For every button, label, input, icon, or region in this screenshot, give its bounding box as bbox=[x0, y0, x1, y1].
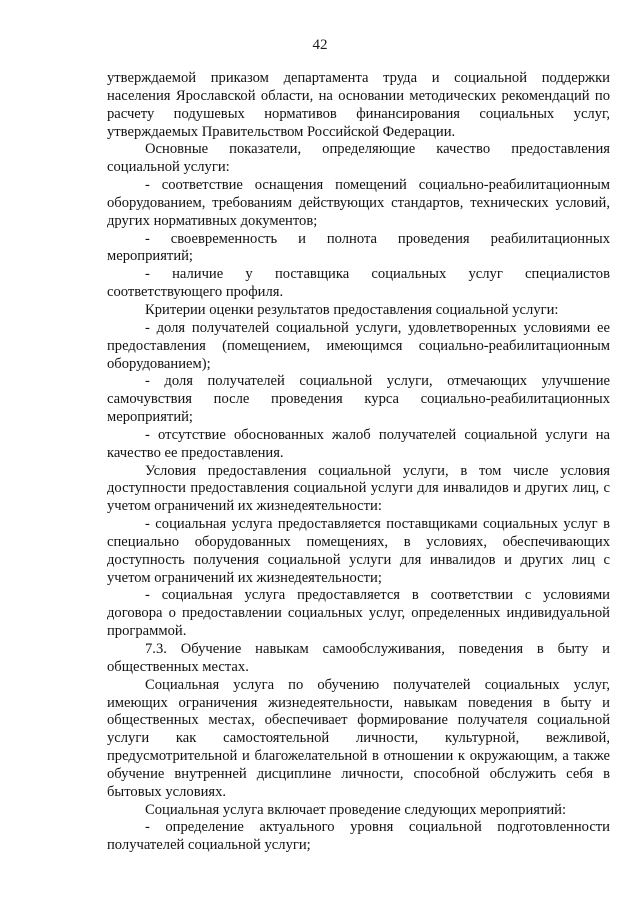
section-heading: 7.3. Обучение навыкам самообслуживания, поведения в быту и общественных местах. bbox=[107, 641, 610, 675]
page-number: 42 bbox=[312, 37, 328, 53]
list-item: - определение актуального уровня социальной подготовленности получателей социальной услуги; bbox=[107, 819, 610, 854]
list-item: - социальная услуга предоставляется поставщиками социальных услуг в специально оборудованных помещениях, в условиях, обеспечивающих доступность получения социальной услуги для инвалидов и других лиц с учетом ограничений их жизнедеятельности; bbox=[107, 516, 610, 586]
list-item: - своевременность и полнота проведения реабилитационных мероприятий; bbox=[107, 230, 610, 265]
list-item: - соответствие оснащения помещений социально-реабилитационным оборудованием, требованиям действующих стандартов, технических условий, других нормативных документов; bbox=[107, 177, 610, 229]
list-item: - доля получателей социальной услуги, отмечающих улучшение самочувствия после проведения курса социально-реабилитационных мероприятий; bbox=[107, 373, 610, 426]
paragraph: Критерии оценки результатов предоставления социальной услуги: bbox=[145, 301, 559, 318]
list-item: - отсутствие обоснованных жалоб получателей социальной услуги на качество ее предоставления. bbox=[107, 426, 610, 461]
paragraph: Основные показатели, определяющие качество предоставления социальной услуги: bbox=[107, 141, 610, 176]
paragraph: утверждаемой приказом департамента труда и социальной поддержки населения Ярославской области, на основании методических рекомендаций по расчету подушевых нормативов финансирования социальных услуг, утверждаемых Правительством Российской Федерации. bbox=[107, 70, 610, 140]
list-item: - наличие у поставщика социальных услуг специалистов соответствующего профиля. bbox=[107, 266, 610, 301]
paragraph: Социальная услуга по обучению получателей социальных услуг, имеющих ограничения жизнедеятельности, навыкам поведения в быту и общественных местах, обеспечивает формирование получателя социальной услуги как самостоятельной личности, культурной, вежливой, предусмотрительной и благожелательной в отношении к окружающим, а также обучение внутренней дисциплине личности, способной обслужить себя в бытовых условиях. bbox=[107, 676, 610, 800]
paragraph: Социальная услуга включает проведение следующих мероприятий: bbox=[145, 801, 567, 818]
list-item: - социальная услуга предоставляется в соответствии с условиями договора о предоставлении социальных услуг, определенных индивидуальной программой. bbox=[107, 587, 610, 640]
document-body bbox=[107, 70, 610, 855]
list-item: - доля получателей социальной услуги, удовлетворенных условиями ее предоставления (помещением, имеющимся социально-реабилитационным оборудованием); bbox=[107, 319, 610, 372]
paragraph: Условия предоставления социальной услуги, в том числе условия доступности предоставления социальной услуги для инвалидов и других лиц, с учетом ограничений их жизнедеятельности: bbox=[107, 462, 610, 515]
